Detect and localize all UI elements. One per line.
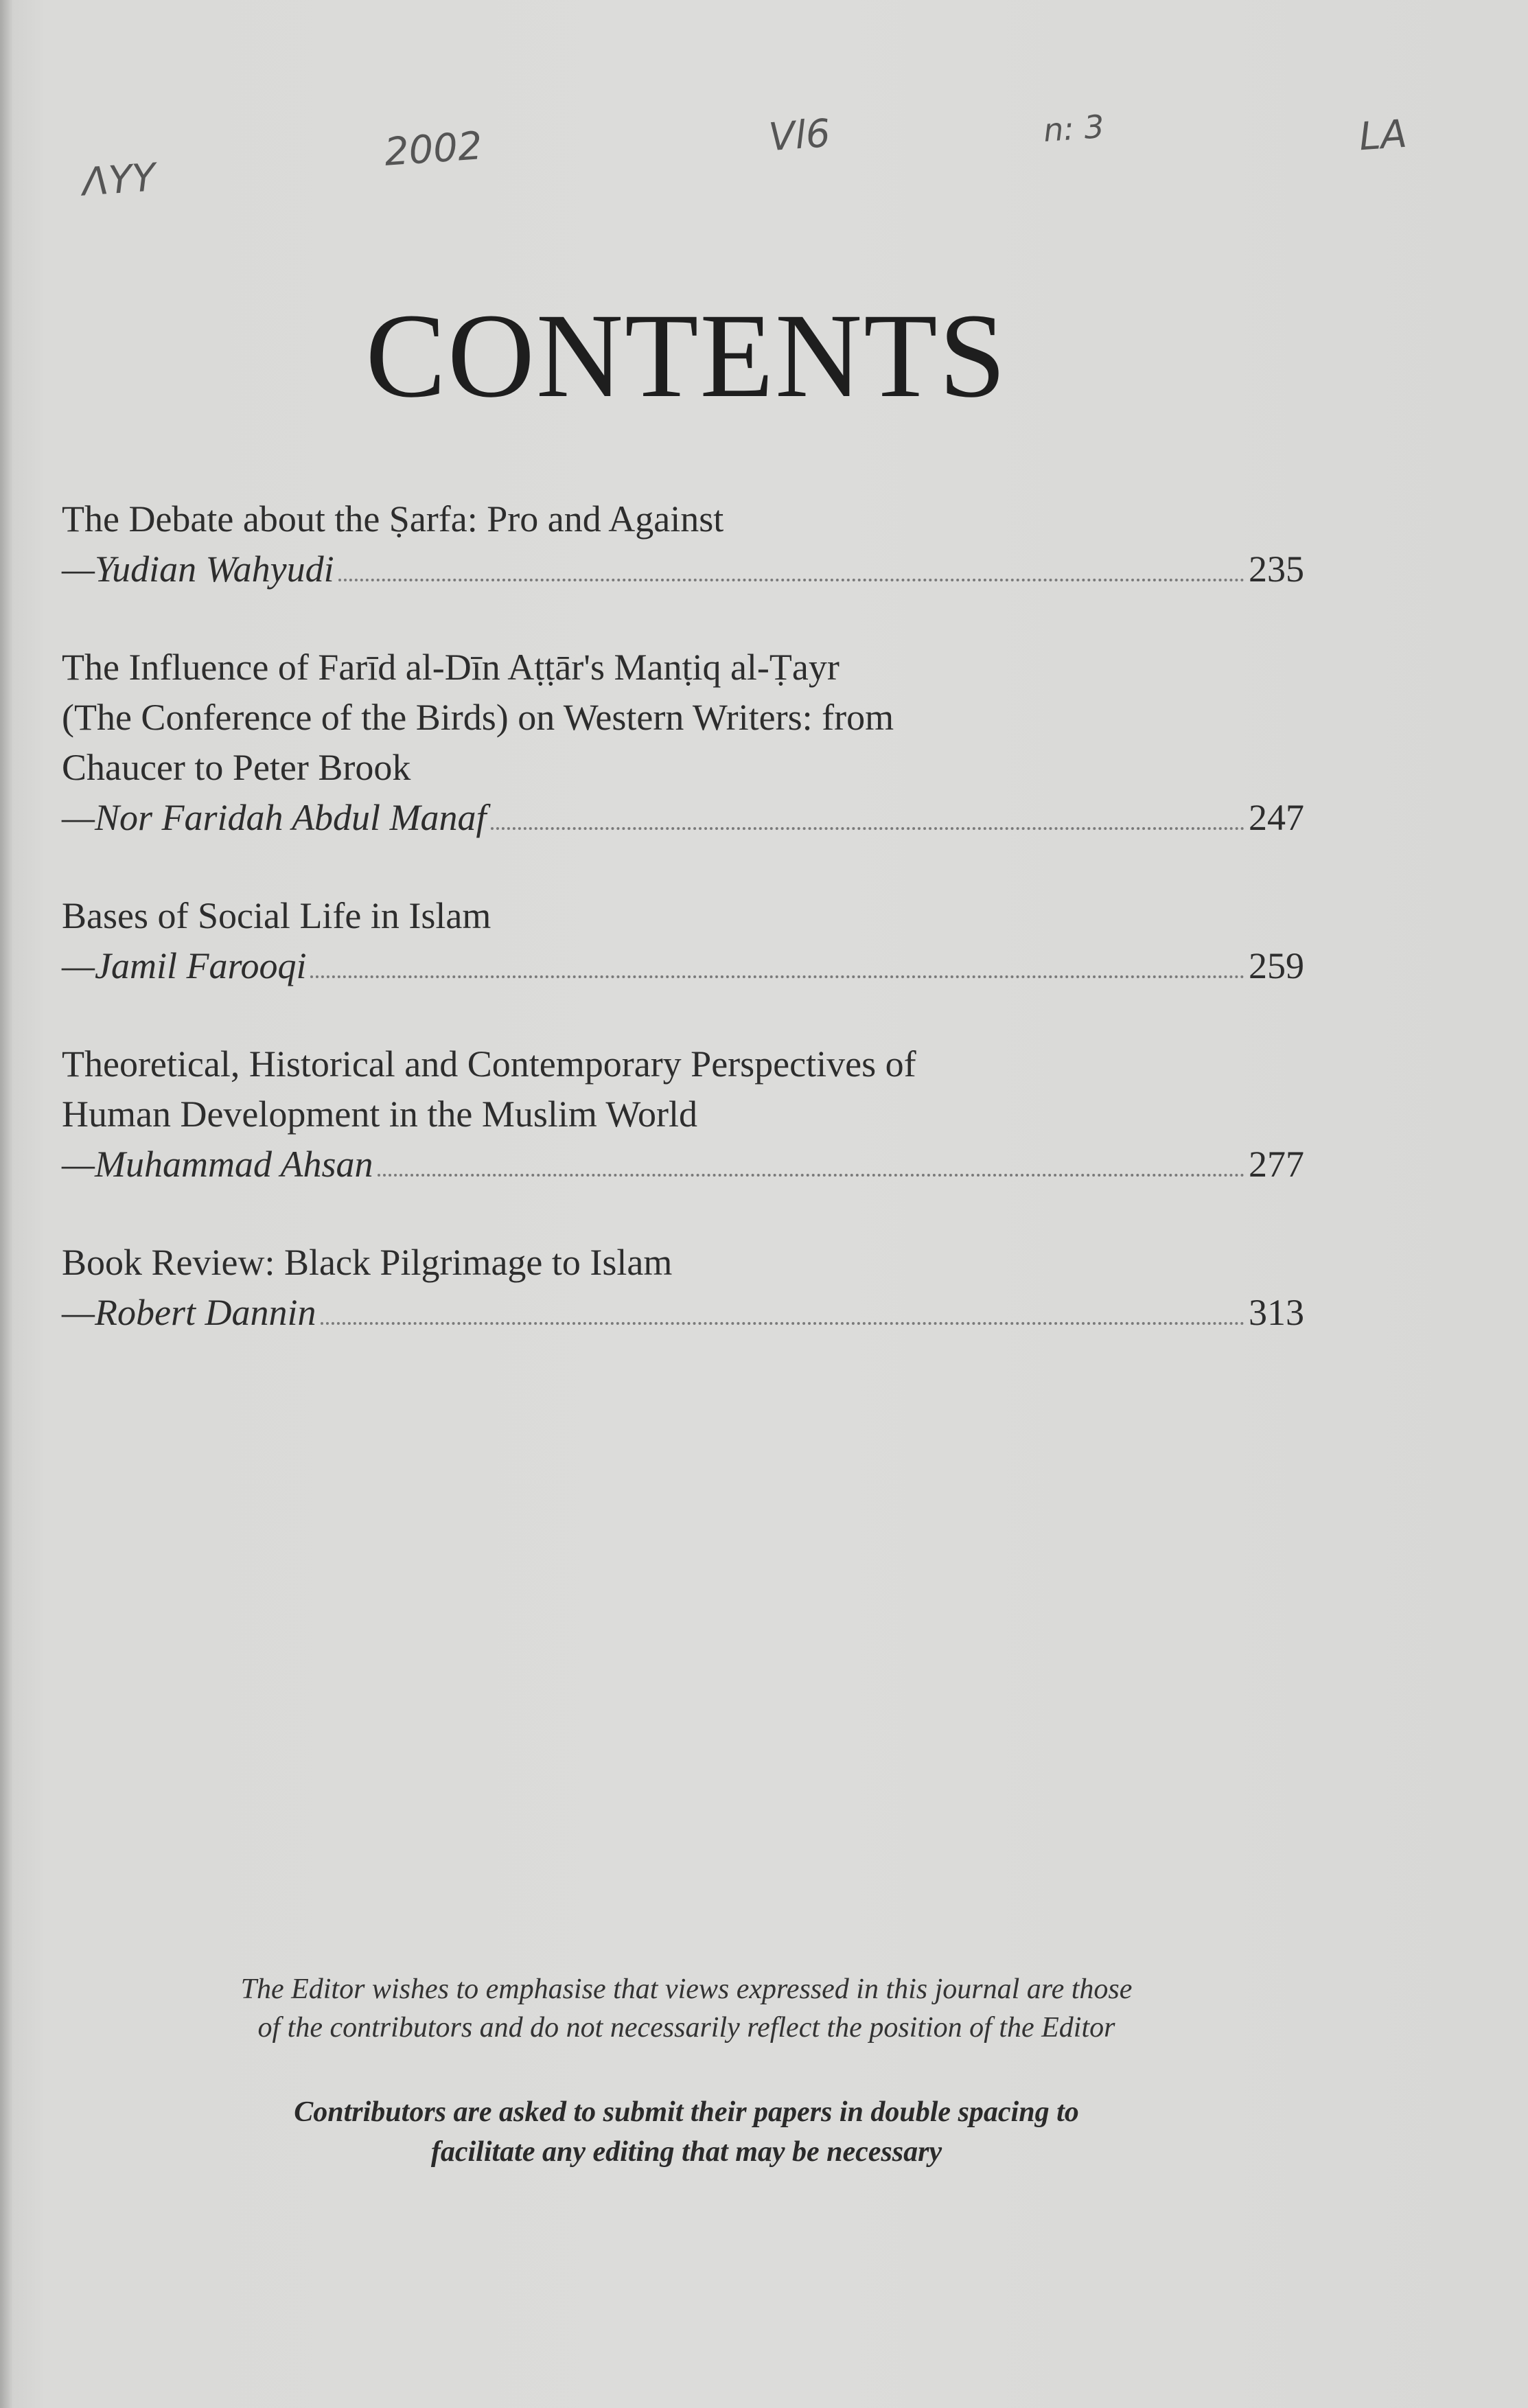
editor-disclaimer [0,1970,1373,2047]
dot-leader [491,827,1245,830]
handwritten-note-1: ΛΥΥ [80,155,157,205]
toc-entry-1[interactable] [62,494,1304,594]
toc-entry-5[interactable] [62,1238,1304,1338]
contributor-instructions [0,2092,1373,2172]
entry-page-number: 247 [1249,797,1304,838]
entry-author-line [62,1139,1304,1190]
disclaimer-line: The Editor wishes to emphasise that views expressed in this journal are those [240,1973,1133,2005]
handwritten-note-corner: LA [1357,111,1409,160]
entry-author-line [62,1288,1304,1338]
entry-title-line: Chaucer to Peter Brook [62,747,411,788]
dot-leader [310,975,1245,978]
entry-author-line [62,793,1304,843]
entry-page-number: 313 [1249,1292,1304,1333]
instruction-line: Contributors are asked to submit their papers in double spacing to [294,2096,1079,2128]
entry-title-line: The Debate about the Ṣarfa: Pro and Against [62,498,724,540]
handwritten-note-year: 2002 [382,124,484,175]
entry-title [62,1238,1304,1288]
entry-page-number: 259 [1249,945,1304,986]
entry-title-line: (The Conference of the Birds) on Western Writers: from [62,697,894,738]
dot-leader [321,1322,1245,1325]
footer-notes [0,1970,1373,2172]
entry-title [62,642,1304,793]
instruction-line: facilitate any editing that may be necessary [430,2136,942,2168]
entry-title-line: Book Review: Black Pilgrimage to Islam [62,1242,673,1283]
entry-title-line: Theoretical, Historical and Contemporary Perspectives of [62,1043,916,1085]
page-title: CONTENTS [365,288,1008,423]
disclaimer-line: of the contributors and do not necessarily reflect the position of the Editor [257,2012,1115,2044]
entry-title [62,494,1304,544]
entry-author: —Nor Faridah Abdul Manaf [62,797,487,838]
table-of-contents [62,494,1304,1386]
entry-page-number: 277 [1249,1144,1304,1185]
entry-author-line [62,544,1304,594]
toc-entry-2[interactable] [62,642,1304,843]
handwritten-note-number: n: 3 [1042,107,1106,150]
entry-author: —Jamil Farooqi [62,945,307,986]
entry-title-line: Human Development in the Muslim World [62,1093,698,1135]
entry-title-line: The Influence of Farīd al-Dīn Aṭṭār's Manṭiq al-Ṭayr [62,647,840,688]
handwritten-note-volume: Vl6 [767,111,832,161]
entry-author-line [62,941,1304,991]
entry-author: —Robert Dannin [62,1292,316,1333]
entry-author: —Yudian Wahyudi [62,548,334,590]
dot-leader [338,579,1245,581]
dot-leader [378,1174,1245,1177]
toc-entry-3[interactable] [62,891,1304,991]
entry-title-line: Bases of Social Life in Islam [62,895,491,936]
entry-author: —Muhammad Ahsan [62,1144,373,1185]
entry-title [62,891,1304,941]
toc-entry-4[interactable] [62,1039,1304,1190]
entry-title [62,1039,1304,1139]
entry-page-number: 235 [1249,548,1304,590]
